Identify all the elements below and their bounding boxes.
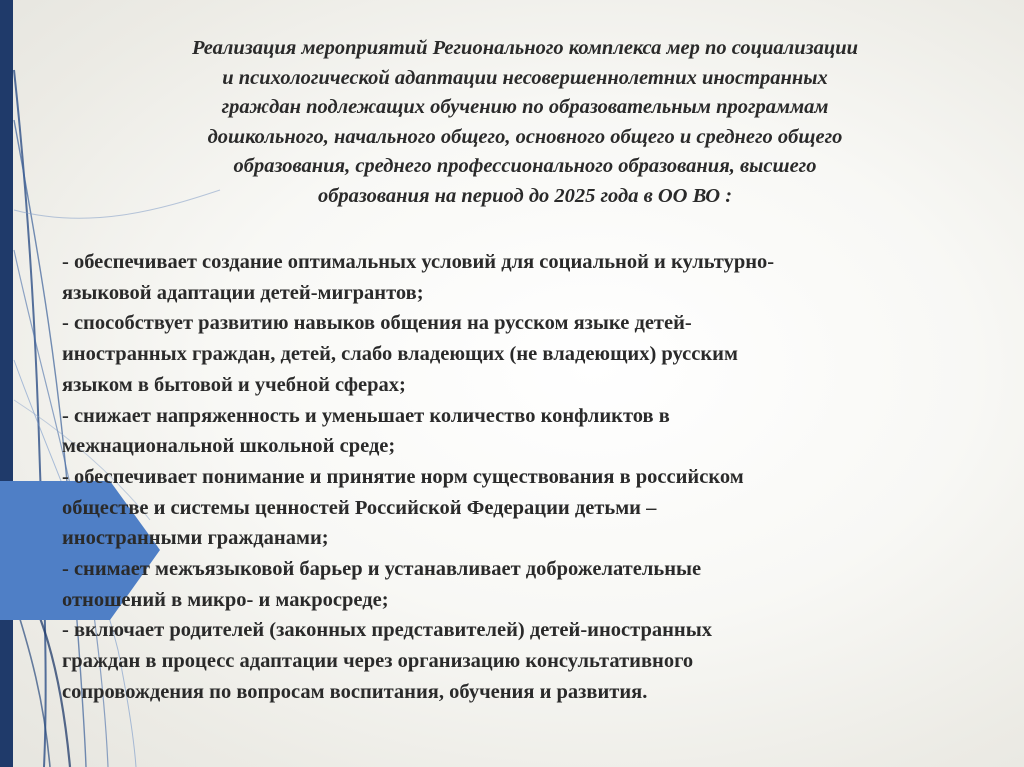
body-line: - снимает межъязыковой барьер и устанавливает доброжелательные: [62, 558, 702, 581]
title-line: образования на период до 2025 года в ОО ВО :: [317, 184, 733, 207]
body-line: сопровождения по вопросам воспитания, обучения и развития.: [62, 680, 648, 703]
body-line: - обеспечивает создание оптимальных условий для социальной и культурно-: [62, 251, 775, 273]
body-line: иностранными гражданами;: [62, 527, 329, 550]
body-line: отношений в микро- и макросреде;: [62, 588, 389, 611]
title-line: и психологической адаптации несовершеннолетних иностранных: [222, 66, 828, 89]
body-line: - обеспечивает понимание и принятие норм существования в российском: [62, 465, 744, 488]
title-line: Реализация мероприятий Регионального комплекса мер по социализации: [191, 37, 859, 59]
body-line: иностранных граждан, детей, слабо владеющих (не владеющих) русским: [62, 343, 738, 366]
bullet-list: [62, 247, 1002, 708]
body-line: межнациональной школьной среде;: [62, 435, 396, 458]
body-line: граждан в процесс адаптации через организацию консультативного: [62, 650, 694, 673]
title-line: дошкольного, начального общего, основного общего и среднего общего: [207, 125, 843, 148]
body-line: языковой адаптации детей-мигрантов;: [62, 281, 424, 304]
body-line: обществе и системы ценностей Российской Федерации детьми –: [62, 496, 657, 519]
body-line: - включает родителей (законных представителей) детей-иностранных: [62, 619, 712, 642]
body-line: языком в бытовой и учебной сферах;: [62, 373, 406, 396]
slide-title: [60, 34, 990, 211]
body-line: - способствует развитию навыков общения на русском языке детей-: [62, 312, 692, 335]
title-line: образования, среднего профессионального образования, высшего: [233, 155, 817, 177]
title-line: граждан подлежащих обучению по образовательным программам: [221, 96, 829, 118]
body-line: - снижает напряженность и уменьшает количество конфликтов в: [62, 404, 670, 427]
